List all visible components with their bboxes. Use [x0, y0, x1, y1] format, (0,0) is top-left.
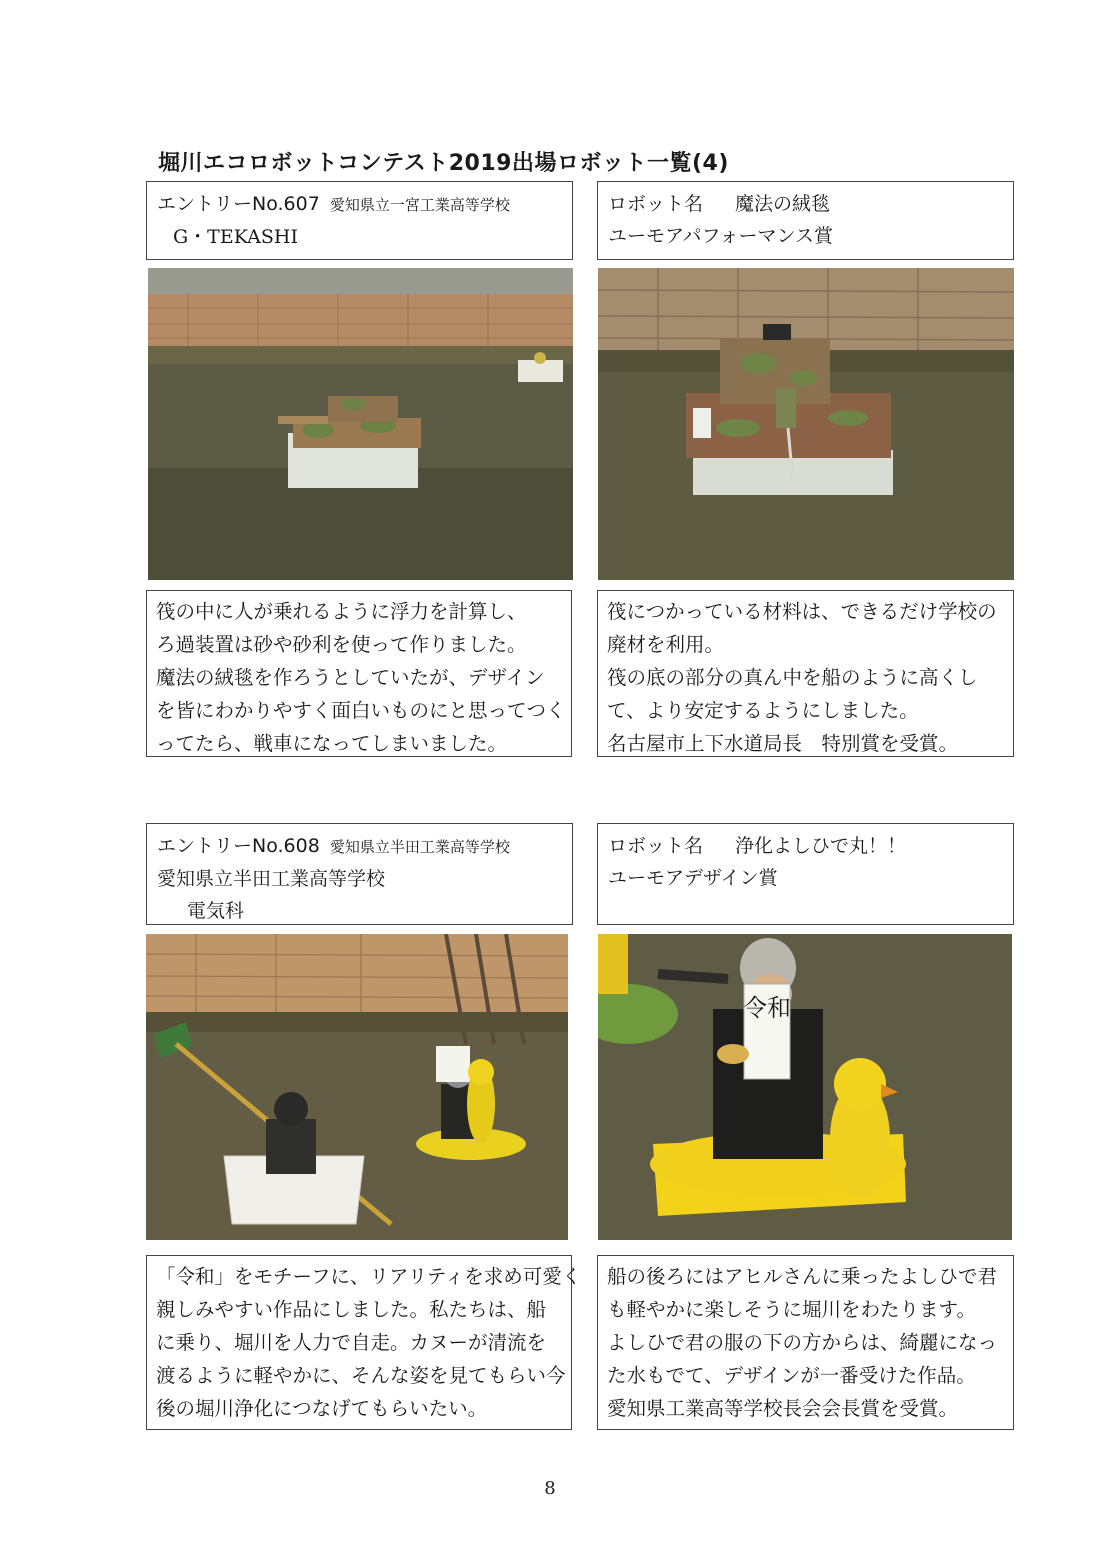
desc-line: も軽やかに楽しそうに堀川をわたります。: [607, 1298, 976, 1321]
entry-607-description-left: [146, 590, 572, 757]
photo-yoshihide-duck-raft: [598, 934, 1012, 1240]
photo-canoe-and-duck: [146, 934, 568, 1240]
team-name: 愛知県立半田工業高等学校: [157, 868, 386, 890]
desc-line: 後の堀川浄化につなげてもらいたい。: [156, 1397, 488, 1420]
robot-608-header: [597, 823, 1014, 925]
desc-line: 船の後ろにはアヒルさんに乗ったよしひで君: [607, 1265, 998, 1288]
desc-line: に乗り、堀川を人力で自走。カヌーが清流を: [156, 1331, 547, 1354]
sign-text-rei: 令和: [743, 994, 791, 1022]
desc-line: よしひで君の服の下の方からは、綺麗になっ: [607, 1331, 998, 1354]
entry-607-header: [146, 181, 573, 260]
entry-number: エントリーNo.607: [157, 193, 320, 215]
desc-line: 筏の中に人が乗れるように浮力を計算し、: [156, 600, 527, 623]
robot-name: 魔法の絨毯: [735, 193, 831, 215]
desc-line: 筏につかっている材料は、できるだけ学校の: [607, 600, 997, 623]
desc-line: 筏の底の部分の真ん中を船のように高くし: [607, 666, 978, 689]
photo-tank-robot-far: [148, 268, 573, 580]
desc-line: を皆にわかりやすく面白いものにと思ってつく: [156, 699, 566, 722]
award-name: ユーモアパフォーマンス賞: [608, 225, 833, 247]
desc-line: た水もでて、デザインが一番受けた作品。: [607, 1364, 976, 1387]
desc-line: 愛知県工業高等学校長会会長賞を受賞。: [607, 1397, 959, 1420]
robot-607-header: [597, 181, 1014, 260]
photo-tank-robot-close: [598, 268, 1014, 580]
entry-607-description-right: [597, 590, 1014, 757]
robot-name: 浄化よしひで丸！！: [735, 835, 907, 857]
desc-line: 名古屋市上下水道局長 特別賞を受賞。: [607, 732, 959, 755]
entry-608-description-left: [146, 1255, 582, 1430]
school-name: 愛知県立半田工業高等学校: [329, 838, 510, 856]
entry-608-description-right: [597, 1255, 1014, 1430]
page-number: 8: [544, 1478, 556, 1499]
desc-line: 親しみやすい作品にしました。私たちは、船: [156, 1298, 547, 1321]
desc-line: ろ過装置は砂や砂利を使って作りました。: [156, 633, 527, 656]
desc-line: て、より安定するようにしました。: [607, 699, 919, 722]
school-name: 愛知県立一宮工業高等学校: [329, 196, 510, 214]
award-name: ユーモアデザイン賞: [608, 867, 778, 889]
team-department: 電気科: [187, 900, 245, 922]
robot-name-label: ロボット名: [608, 835, 704, 857]
team-name: G・TEKASHI: [173, 226, 298, 248]
entry-608-header: [146, 823, 573, 925]
desc-line: 渡るように軽やかに、そんな姿を見てもらい今: [156, 1364, 566, 1387]
entry-number: エントリーNo.608: [157, 835, 320, 857]
robot-name-label: ロボット名: [608, 193, 704, 215]
desc-line: ってたら、戦車になってしまいました。: [156, 732, 508, 755]
page-title: 堀川エコロボットコンテスト2019出場ロボット一覧(4): [158, 151, 729, 176]
desc-line: 魔法の絨毯を作ろうとしていたが、デザイン: [156, 666, 545, 689]
desc-line: 「令和」をモチーフに、リアリティを求め可愛く: [156, 1265, 582, 1288]
desc-line: 廃材を利用。: [607, 633, 725, 656]
